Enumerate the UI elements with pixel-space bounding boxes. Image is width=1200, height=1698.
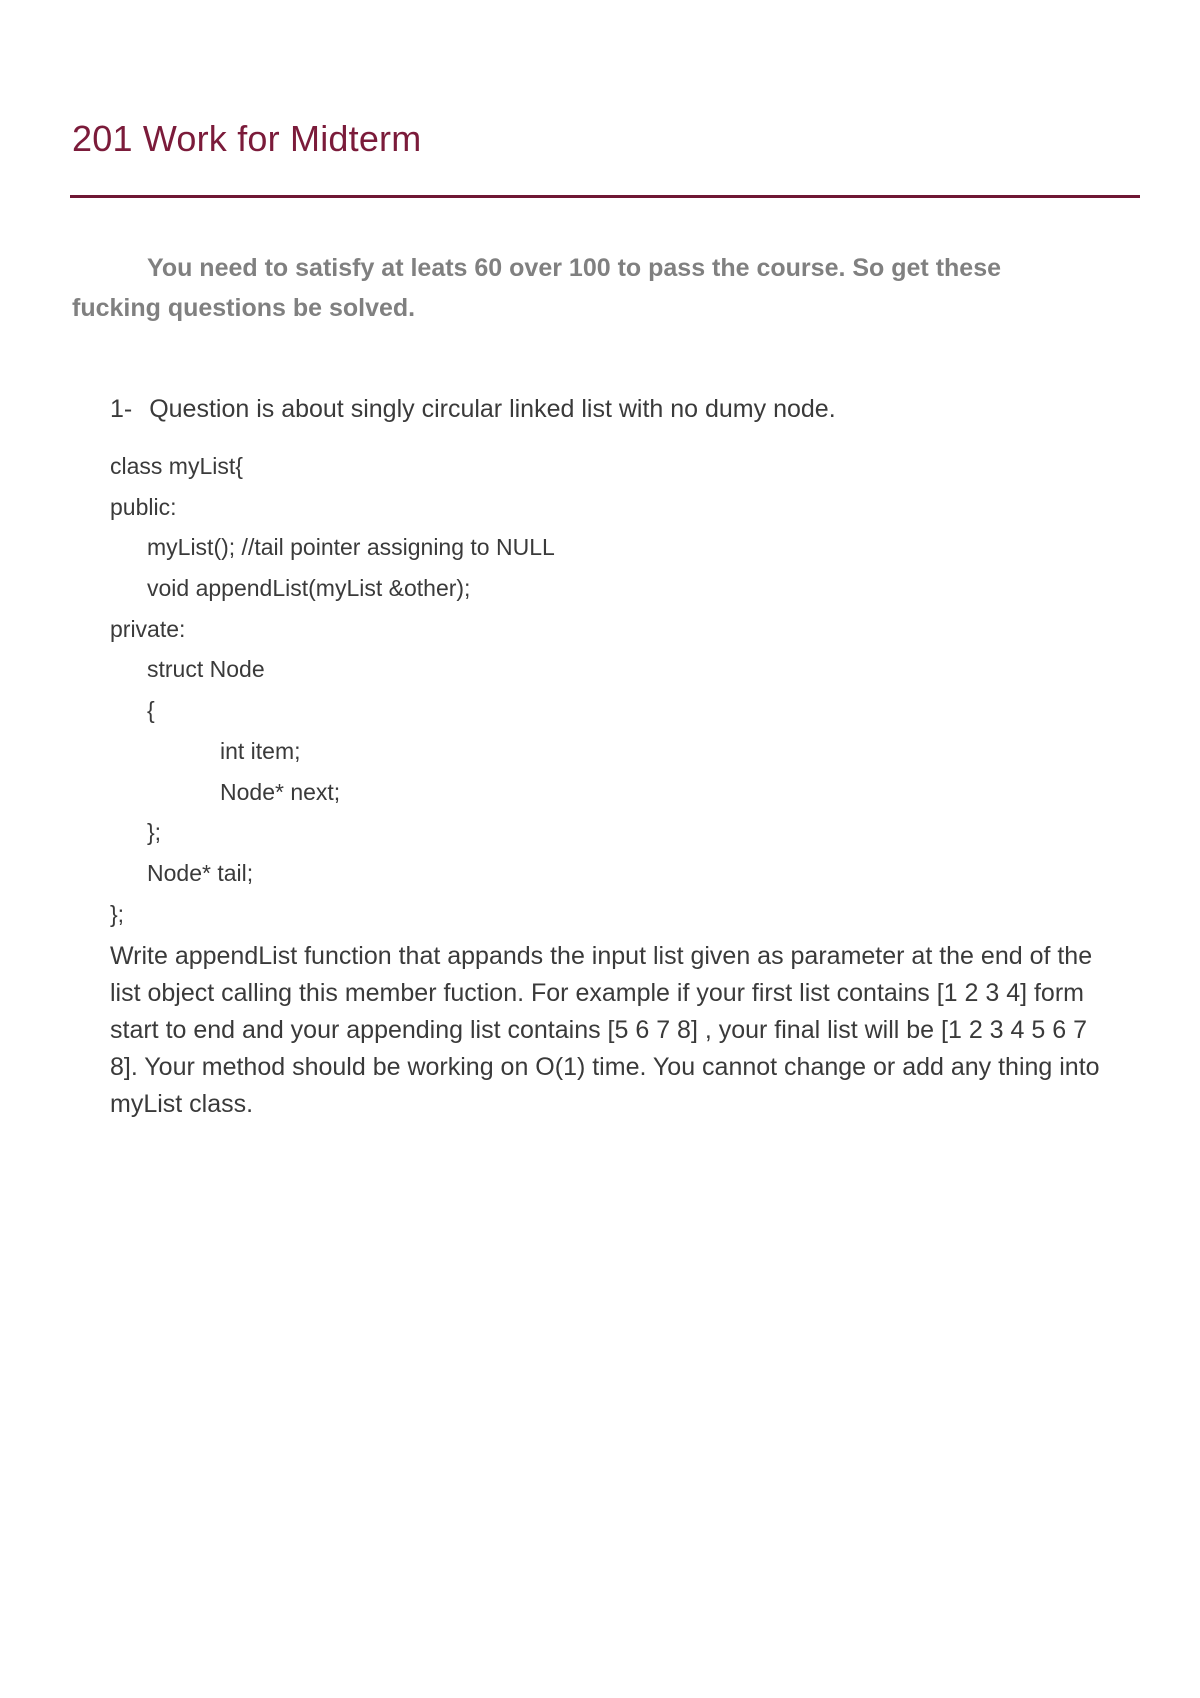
code-line: Node* next; xyxy=(220,778,341,805)
title-divider xyxy=(70,195,1140,198)
code-line: private: xyxy=(110,615,186,642)
intro-paragraph: You need to satisfy at leats 60 over 100 to pass the course. So get these fucking questions be solved. xyxy=(72,254,1002,322)
code-line: class myList{ xyxy=(110,453,243,479)
code-block xyxy=(110,446,555,934)
question-1-heading xyxy=(110,395,836,424)
code-line: }; xyxy=(110,900,125,927)
code-line: int item; xyxy=(220,737,301,764)
question-number: 1- xyxy=(110,395,133,423)
document-title: 201 Work for Midterm xyxy=(72,118,422,159)
code-line: { xyxy=(147,697,155,724)
question-heading-text: Question is about singly circular linked list with no dumy node. xyxy=(149,395,836,423)
code-line: myList(); //tail pointer assigning to NULL xyxy=(147,534,555,561)
code-line: struct Node xyxy=(147,656,265,683)
code-line: void appendList(myList &other); xyxy=(147,575,471,602)
question-1-description: Write appendList function that appands the input list given as parameter at the end of the list object calling this member fuction. For example if your first list contains [1 2 3 4] form start to end and your appending list contains [5 6 7 8] , your final list will be [1 2 3 4 5 6 7 8]. Your method should be working on O(1) time. You cannot change or add any thing into myList class. xyxy=(110,942,1100,1118)
code-line: Node* tail; xyxy=(147,859,254,886)
code-line: }; xyxy=(147,819,162,846)
code-line: public: xyxy=(110,493,177,520)
